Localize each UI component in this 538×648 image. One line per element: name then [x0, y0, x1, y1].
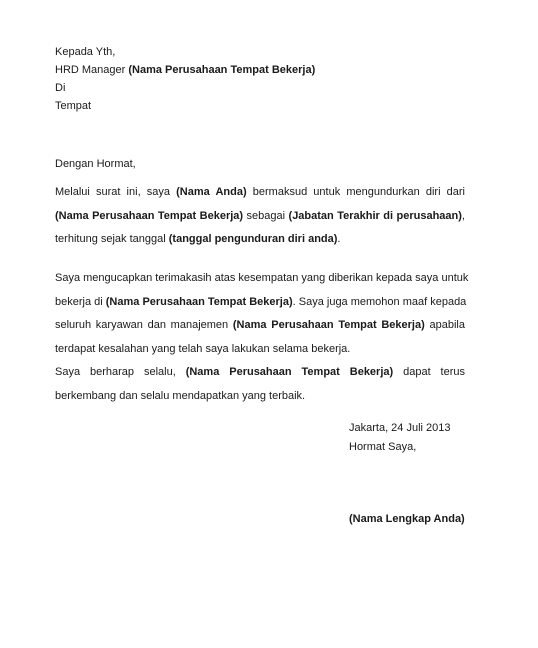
paragraph-line [55, 181, 465, 205]
text-run: bermaksud untuk mengundurkan diri dari [246, 186, 466, 198]
addressee-block [55, 43, 465, 115]
text-run: Saya berharap selalu, [55, 366, 186, 378]
addressee-line: Di [55, 82, 66, 94]
text-run: Melalui surat ini, saya [55, 186, 177, 198]
company-placeholder: (Nama Perusahaan Tempat Bekerja) [185, 366, 394, 378]
paragraph-wishes [55, 361, 465, 408]
company-placeholder: (Nama Perusahaan Tempat Bekerja) [232, 319, 425, 331]
company-placeholder: (Nama Perusahaan Tempat Bekerja) [55, 209, 244, 222]
text-run: seluruh karyawan dan manajemen [55, 319, 233, 331]
addressee-line: Kepada Yth, [55, 46, 116, 58]
regards: Hormat Saya, [349, 441, 417, 453]
text-run: , [461, 209, 465, 222]
company-placeholder: (Nama Perusahaan Tempat Bekerja) [128, 64, 316, 76]
paragraph-line [55, 291, 465, 315]
paragraph-line [55, 205, 465, 229]
paragraph-line: Saya mengucapkan terimakasih atas kesempatan yang diberikan kepada saya untuk [55, 272, 469, 284]
closing-block [349, 419, 451, 457]
recipient-title: HRD Manager [55, 64, 129, 76]
paragraph-line [55, 228, 465, 252]
paragraph-gratitude [55, 267, 469, 361]
name-placeholder: (Nama Anda) [176, 186, 247, 198]
text-run: sebagai [243, 209, 289, 222]
date-placeholder: (tanggal pengunduran diri anda) [168, 233, 338, 245]
place-date: Jakarta, 24 Juli 2013 [349, 422, 451, 434]
greeting: Dengan Hormat, [55, 158, 136, 170]
addressee-recipient [55, 61, 465, 79]
paragraph-line [55, 361, 465, 385]
text-run: dapat terus [393, 366, 466, 378]
company-placeholder: (Nama Perusahaan Tempat Bekerja) [105, 295, 293, 308]
paragraph-resignation [55, 181, 465, 252]
text-run: bekerja di [55, 295, 106, 308]
text-run: . [337, 233, 341, 245]
addressee-line: Tempat [55, 100, 92, 112]
text-run: apabila [424, 319, 465, 331]
letter-body [55, 43, 469, 525]
text-run: . Saya juga memohon maaf kepada [292, 295, 467, 308]
paragraph-line: terdapat kesalahan yang telah saya lakukan selama bekerja. [55, 342, 351, 355]
position-placeholder: (Jabatan Terakhir di perusahaan) [288, 209, 462, 222]
signature-name: (Nama Lengkap Anda) [349, 513, 465, 525]
paragraph-line [55, 314, 465, 338]
text-run: terhitung sejak tanggal [55, 233, 169, 245]
paragraph-line: berkembang dan selalu mendapatkan yang terbaik. [55, 389, 306, 402]
